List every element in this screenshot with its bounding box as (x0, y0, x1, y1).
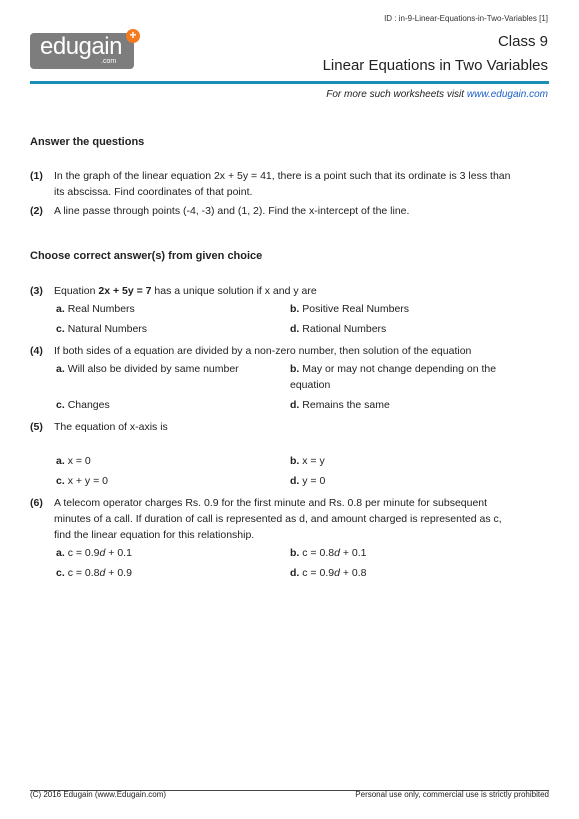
question-text: In the graph of the linear equation 2x + 5y = 41, there is a point such that its ordinate is 3 less than its abscissa. Find coordinates of that point. (54, 170, 511, 198)
option-c[interactable] (56, 473, 108, 489)
question-text-part: Equation (54, 285, 99, 297)
option-d[interactable] (290, 565, 367, 581)
option-text: x + y = 0 (67, 475, 108, 487)
option-text: + 0.1 (339, 547, 367, 559)
option-text: + 0.1 (105, 547, 132, 559)
option-variable: d (99, 547, 106, 559)
plus-icon: + (126, 29, 140, 43)
option-c[interactable] (56, 321, 147, 337)
option-variable: d (99, 567, 106, 579)
more-worksheets-note (326, 89, 548, 100)
option-letter: b. (290, 455, 300, 467)
question-1 (30, 168, 520, 200)
option-letter: a. (56, 363, 65, 375)
option-letter: d. (290, 567, 300, 579)
footer-usage-note: Personal use only, commercial use is strictly prohibited (355, 790, 549, 799)
header-divider (30, 81, 549, 84)
option-d[interactable] (290, 321, 386, 337)
option-c[interactable] (56, 397, 110, 413)
option-text: Remains the same (302, 399, 390, 411)
option-text: Real Numbers (67, 303, 135, 315)
option-b[interactable] (290, 361, 520, 393)
option-letter: c. (56, 475, 65, 487)
more-worksheets-prefix: For more such worksheets visit (326, 89, 467, 100)
question-text: A telecom operator charges Rs. 0.9 for the first minute and Rs. 0.8 per minute for subsequent minutes of a call. If duration of call is represented as d, and amount charged is represented as c, find the linear equation for this relationship. (54, 497, 502, 541)
option-letter: b. (290, 547, 300, 559)
option-text: Will also be divided by same number (67, 363, 239, 375)
question-text: A line passe through points (-4, -3) and (1, 2). Find the x-intercept of the line. (54, 205, 410, 217)
option-text: Changes (67, 399, 110, 411)
question-5 (30, 419, 520, 435)
option-a[interactable] (56, 301, 135, 317)
option-variable: d (334, 567, 340, 579)
logo-text: edugain (40, 33, 122, 60)
question-3 (30, 283, 520, 299)
question-4 (30, 343, 520, 359)
option-b[interactable] (290, 453, 325, 469)
option-c[interactable] (56, 565, 132, 581)
option-text: c = 0.8 (67, 567, 100, 579)
footer-copyright: (C) 2016 Edugain (www.Edugain.com) (30, 790, 167, 799)
option-text: + 0.9 (105, 567, 132, 579)
option-text: x = 0 (67, 455, 91, 467)
option-letter: d. (290, 323, 300, 335)
question-number: (3) (30, 285, 43, 297)
option-d[interactable] (290, 473, 325, 489)
option-b[interactable] (290, 301, 409, 317)
question-number: (2) (30, 205, 43, 217)
document-id: ID : in-9-Linear-Equations-in-Two-Variables [1] (384, 14, 548, 23)
question-text: The equation of x-axis is (54, 421, 168, 433)
option-text: c = 0.8 (302, 547, 335, 559)
section-title-answer: Answer the questions (30, 136, 145, 148)
option-letter: d. (290, 399, 300, 411)
option-text: Natural Numbers (67, 323, 148, 335)
option-text: May or may not change depending on the equation (290, 363, 497, 391)
option-a[interactable] (56, 453, 91, 469)
question-text: If both sides of a equation are divided by a non-zero number, then solution of the equation (54, 345, 472, 357)
question-number: (6) (30, 497, 43, 509)
logo-suffix: .com (101, 58, 117, 65)
option-a[interactable] (56, 361, 239, 377)
question-number: (5) (30, 421, 43, 433)
option-a[interactable] (56, 545, 132, 561)
option-letter: a. (56, 303, 65, 315)
option-letter: c. (56, 567, 65, 579)
question-2 (30, 203, 520, 219)
option-text: c = 0.9 (302, 567, 335, 579)
edugain-logo[interactable] (30, 29, 140, 73)
section-title-choice: Choose correct answer(s) from given choice (30, 250, 263, 262)
option-letter: d. (290, 475, 300, 487)
worksheet-topic: Linear Equations in Two Variables (322, 57, 548, 74)
question-text-part: has a unique solution if x and y are (151, 285, 317, 297)
option-text: x = y (302, 455, 325, 467)
option-variable: d (334, 547, 340, 559)
option-letter: b. (290, 363, 300, 375)
option-letter: a. (56, 547, 65, 559)
question-text (54, 283, 520, 299)
option-text: Positive Real Numbers (302, 303, 410, 315)
option-letter: b. (290, 303, 300, 315)
option-text: c = 0.9 (67, 547, 100, 559)
option-letter: a. (56, 455, 65, 467)
question-number: (1) (30, 170, 43, 182)
edugain-link[interactable]: www.edugain.com (466, 89, 548, 100)
option-letter: c. (56, 323, 65, 335)
option-b[interactable] (290, 545, 367, 561)
question-number: (4) (30, 345, 43, 357)
option-text: + 0.8 (339, 567, 367, 579)
option-text: y = 0 (302, 475, 326, 487)
question-6 (30, 495, 520, 543)
class-label: Class 9 (497, 33, 548, 50)
equation: 2x + 5y = 7 (98, 285, 152, 297)
option-text: Rational Numbers (302, 323, 387, 335)
option-d[interactable] (290, 397, 390, 413)
option-letter: c. (56, 399, 65, 411)
